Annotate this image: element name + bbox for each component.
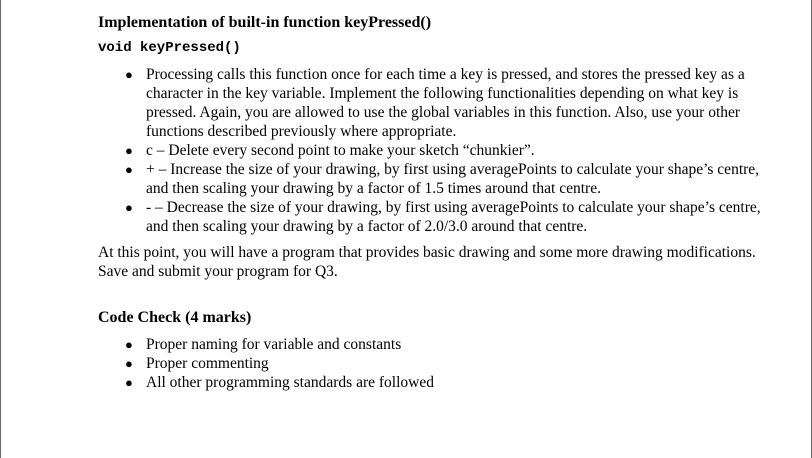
bullet-icon: ● [125, 375, 133, 390]
list-item-text: - – Decrease the size of your drawing, by first using averagePoints to calculate your shape’s centre, and then scaling your drawing by a factor of 2.0/3.0 around that centre. [146, 199, 761, 235]
list-item-text: All other programming standards are followed [146, 374, 434, 391]
document-content [98, 13, 778, 392]
bullet-icon: ● [125, 162, 133, 177]
list-item-text: Proper commenting [146, 355, 269, 372]
summary-paragraph: At this point, you will have a program that provides basic drawing and some more drawing modifications. Save and submit your program for Q3. [98, 244, 756, 280]
section-heading: Implementation of built-in function keyPressed() [98, 14, 432, 31]
bullet-icon: ● [125, 200, 133, 215]
list-item [98, 160, 778, 198]
list-item [98, 373, 778, 392]
code-check-title: Code Check (4 marks) [98, 309, 252, 326]
bullet-icon: ● [125, 143, 133, 158]
list-item [98, 354, 778, 373]
list-item-text: Processing calls this function once for each time a key is pressed, and stores the pressed key as a character in the key variable. Implement the following functionalities depending on what key is pressed. Again, you are allowed to use the global variables in this function. Also, use your other functions described previously where appropriate. [146, 66, 745, 140]
code-check-list [98, 335, 778, 392]
requirements-list [98, 65, 778, 236]
bullet-icon: ● [125, 337, 133, 352]
list-item-text: c – Delete every second point to make your sketch “chunkier”. [146, 142, 535, 159]
bullet-icon: ● [125, 356, 133, 371]
list-item-text: Proper naming for variable and constants [146, 336, 402, 353]
list-item [98, 141, 778, 160]
list-item [98, 65, 778, 141]
list-item-text: + – Increase the size of your drawing, by first using averagePoints to calculate your shape’s centre, and then scaling your drawing by a factor of 1.5 times around that centre. [146, 161, 760, 197]
function-signature: void keyPressed() [98, 40, 241, 56]
bullet-icon: ● [125, 67, 133, 82]
list-item [98, 335, 778, 354]
list-item [98, 198, 778, 236]
